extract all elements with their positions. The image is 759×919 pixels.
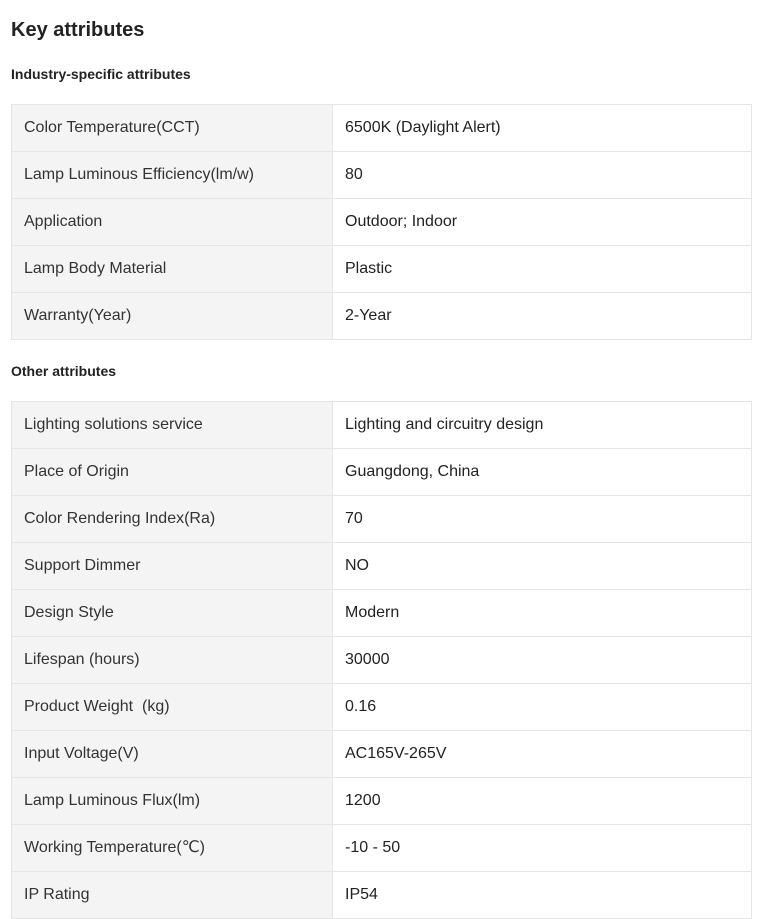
table-row xyxy=(12,872,752,919)
attribute-value: Guangdong, China xyxy=(333,449,752,496)
attribute-name: Input Voltage(V) xyxy=(12,731,333,778)
table-row xyxy=(12,246,752,293)
attribute-name: Warranty(Year) xyxy=(12,293,333,340)
attribute-name: Lamp Luminous Flux(lm) xyxy=(12,778,333,825)
table-row xyxy=(12,543,752,590)
attribute-name: IP Rating xyxy=(12,872,333,919)
attribute-value: IP54 xyxy=(333,872,752,919)
attribute-name: Support Dimmer xyxy=(12,543,333,590)
table-row xyxy=(12,199,752,246)
table-row xyxy=(12,105,752,152)
attribute-value: NO xyxy=(333,543,752,590)
attribute-value: 6500K (Daylight Alert) xyxy=(333,105,752,152)
attribute-name: Color Temperature(CCT) xyxy=(12,105,333,152)
table-row xyxy=(12,293,752,340)
attribute-value: Plastic xyxy=(333,246,752,293)
attribute-name: Lighting solutions service xyxy=(12,402,333,449)
table-row xyxy=(12,684,752,731)
attribute-value: -10 - 50 xyxy=(333,825,752,872)
table-row xyxy=(12,637,752,684)
attribute-name: Color Rendering Index(Ra) xyxy=(12,496,333,543)
attribute-name: Working Temperature(℃) xyxy=(12,825,333,872)
attribute-value: AC165V-265V xyxy=(333,731,752,778)
attribute-name: Place of Origin xyxy=(12,449,333,496)
attribute-value: 0.16 xyxy=(333,684,752,731)
table-row xyxy=(12,590,752,637)
attribute-value: Outdoor; Indoor xyxy=(333,199,752,246)
attribute-value: 2-Year xyxy=(333,293,752,340)
attribute-name: Design Style xyxy=(12,590,333,637)
section-title-industry-specific: Industry-specific attributes xyxy=(11,66,191,82)
section-title-other: Other attributes xyxy=(11,363,117,379)
industry-attributes-table xyxy=(11,104,752,340)
industry-attributes-body xyxy=(12,105,752,340)
table-row xyxy=(12,152,752,199)
page-title: Key attributes xyxy=(11,19,145,41)
other-attributes-table xyxy=(11,401,752,919)
table-row xyxy=(12,402,752,449)
attribute-value: 80 xyxy=(333,152,752,199)
attribute-value: 30000 xyxy=(333,637,752,684)
attribute-name: Lamp Body Material xyxy=(12,246,333,293)
attribute-name: Application xyxy=(12,199,333,246)
attribute-value: 1200 xyxy=(333,778,752,825)
table-row xyxy=(12,825,752,872)
attribute-value: 70 xyxy=(333,496,752,543)
attribute-name: Lamp Luminous Efficiency(lm/w) xyxy=(12,152,333,199)
table-row xyxy=(12,778,752,825)
attribute-value: Lighting and circuitry design xyxy=(333,402,752,449)
table-row xyxy=(12,731,752,778)
other-attributes-body xyxy=(12,402,752,919)
attribute-name: Lifespan (hours) xyxy=(12,637,333,684)
table-row xyxy=(12,496,752,543)
attribute-name: Product Weight (kg) xyxy=(12,684,333,731)
table-row xyxy=(12,449,752,496)
attribute-value: Modern xyxy=(333,590,752,637)
